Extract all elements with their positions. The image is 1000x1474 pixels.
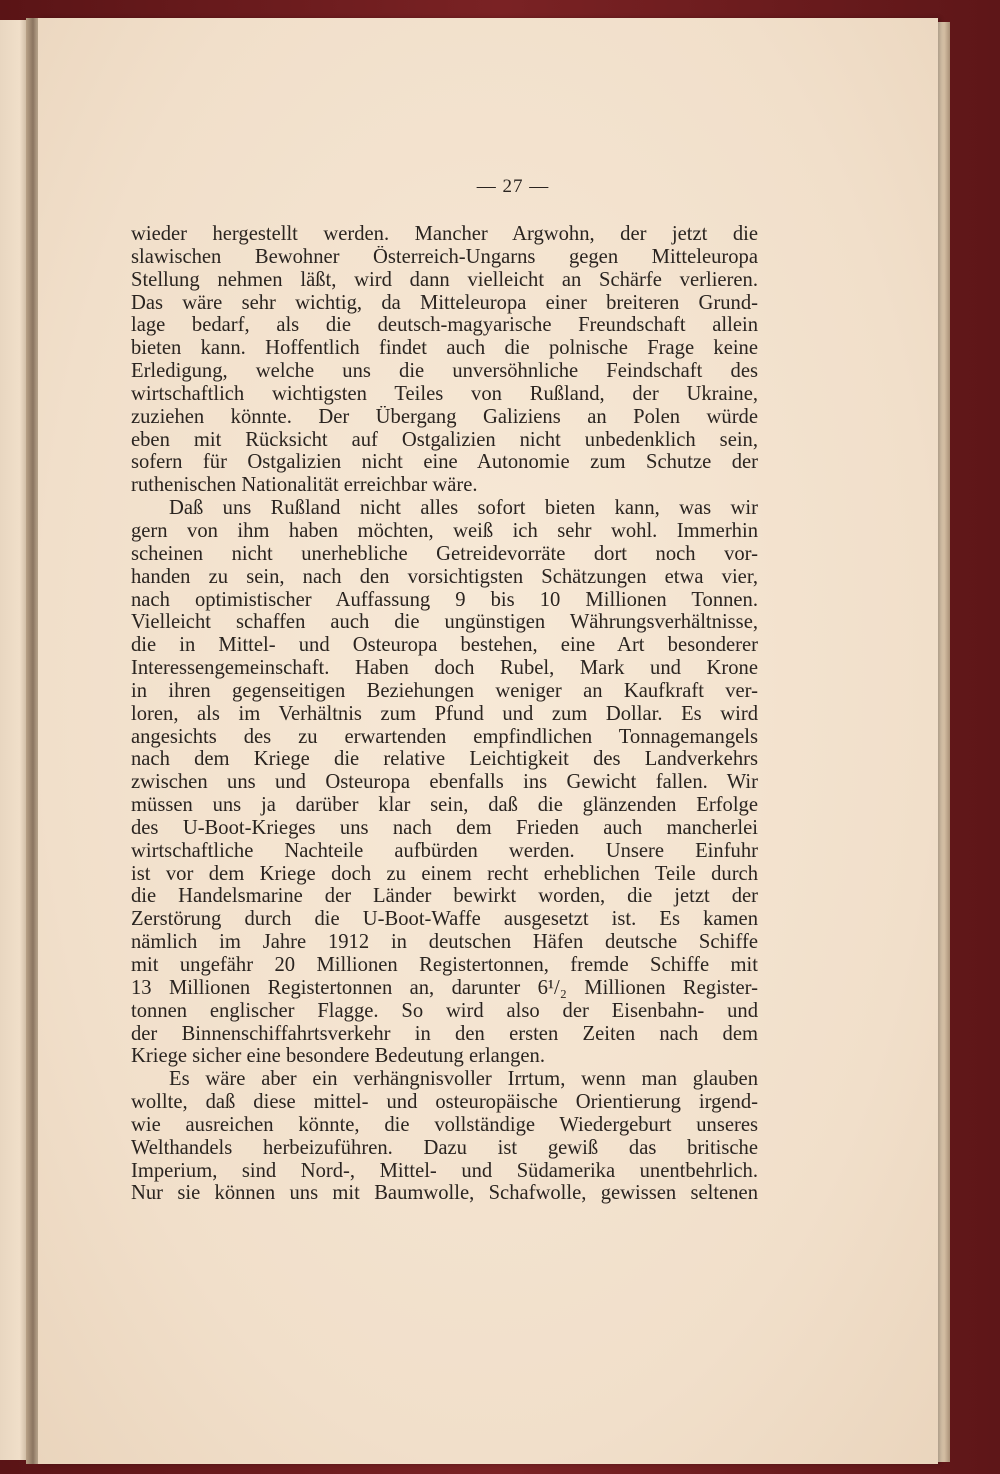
book-page (38, 18, 938, 1464)
text-line: mit ungefähr 20 Millionen Registertonnen, fremde Schiffe mit (131, 954, 758, 976)
text-line: handen zu sein, nach den vorsichtigsten Schätzungen etwa vier, (131, 565, 758, 588)
text-line: 13 Millionen Registertonnen an, darunter 6¹/₂ Millionen Register- (131, 976, 758, 999)
text-line: wirtschaftliche Nachteile aufbürden werden. Unsere Einfuhr (131, 839, 758, 862)
text-line: Kriege sicher eine besondere Bedeutung erlangen. (131, 1045, 545, 1068)
text-line: loren, als im Verhältnis zum Pfund und zum Dollar. Es wird (131, 702, 758, 725)
text-line: nach dem Kriege die relative Leichtigkeit des Landverkehrs (131, 748, 758, 771)
text-line: Imperium, sind Nord-, Mittel- und Südamerika unentbehrlich. (131, 1159, 758, 1182)
text-line: in ihren gegenseitigen Beziehungen weniger an Kaufkraft ver- (131, 679, 758, 702)
text-line: zwischen uns und Osteuropa ebenfalls ins Gewicht fallen. Wir (131, 771, 758, 794)
text-line: Stellung nehmen läßt, wird dann vielleicht an Schärfe verlieren. (131, 268, 758, 291)
text-line: Nur sie können uns mit Baumwolle, Schafwolle, gewissen seltenen (131, 1182, 758, 1205)
right-page-edge (936, 22, 950, 1462)
left-page-edge (0, 20, 28, 1460)
text-line: wieder hergestellt werden. Mancher Argwohn, der jetzt die (131, 223, 758, 245)
text-line: eben mit Rücksicht auf Ostgalizien nicht unbedenklich sein, (131, 428, 758, 451)
text-line: wollte, daß diese mittel- und osteuropäische Orientierung irgend- (131, 1091, 758, 1114)
text-line: ruthenischen Nationalität erreichbar wäre. (131, 474, 478, 497)
text-line: die Handelsmarine der Länder bewirkt worden, die jetzt der (131, 885, 758, 908)
text-line: wie ausreichen könnte, die vollständige Wiedergeburt unseres (131, 1113, 758, 1136)
text-line: die in Mittel- und Osteuropa bestehen, eine Art besonderer (131, 634, 758, 657)
text-line: Interessengemeinschaft. Haben doch Rubel, Mark und Krone (131, 657, 758, 680)
text-line: des U-Boot-Krieges uns nach dem Frieden auch mancherlei (131, 816, 758, 839)
text-line: der Binnenschiffahrtsverkehr in den ersten Zeiten nach dem (131, 1022, 758, 1045)
text-line: nämlich im Jahre 1912 in deutschen Häfen deutsche Schiffe (131, 931, 758, 954)
text-line: wirtschaftlich wichtigsten Teiles von Rußland, der Ukraine, (131, 382, 758, 405)
text-line: lage bedarf, als die deutsch-magyarische Freundschaft allein (131, 314, 758, 337)
text-line: scheinen nicht unerhebliche Getreidevorräte dort noch vor- (131, 542, 758, 565)
text-line: tonnen englischer Flagge. So wird also der Eisenbahn- und (131, 999, 758, 1022)
text-line: Welthandels herbeizuführen. Dazu ist gewiß das britische (131, 1136, 758, 1159)
text-line: Zerstörung durch die U-Boot-Waffe ausgesetzt ist. Es kamen (131, 908, 758, 931)
text-line: Erledigung, welche uns die unversöhnliche Feindschaft des (131, 360, 758, 383)
text-line: nach optimistischer Auffassung 9 bis 10 Millionen Tonnen. (131, 588, 758, 611)
text-line: ist vor dem Kriege doch zu einem recht erheblichen Teile durch (131, 862, 758, 885)
text-line: zuziehen könnte. Der Übergang Galiziens an Polen würde (131, 405, 758, 428)
body-text (131, 223, 758, 1205)
text-line: bieten kann. Hoffentlich findet auch die polnische Frage keine (131, 337, 758, 360)
text-line: Vielleicht schaffen auch die ungünstigen Währungsverhältnisse, (131, 611, 758, 634)
text-line: angesichts des zu erwartenden empfindlichen Tonnagemangels (131, 725, 758, 748)
text-line: Daß uns Rußland nicht alles sofort bieten kann, was wir (169, 497, 758, 520)
text-line: gern von ihm haben möchten, weiß ich sehr wohl. Immerhin (131, 519, 758, 542)
text-line: Es wäre aber ein verhängnisvoller Irrtum, wenn man glauben (169, 1068, 758, 1091)
text-line: slawischen Bewohner Österreich-Ungarns gegen Mitteleuropa (131, 245, 758, 268)
text-line: sofern für Ostgalizien nicht eine Autonomie zum Schutze der (131, 451, 758, 474)
page-number: — 27 — (476, 176, 550, 197)
text-line: müssen uns ja darüber klar sein, daß die glänzenden Erfolge (131, 794, 758, 817)
text-line: Das wäre sehr wichtig, da Mitteleuropa einer breiteren Grund- (131, 291, 758, 314)
